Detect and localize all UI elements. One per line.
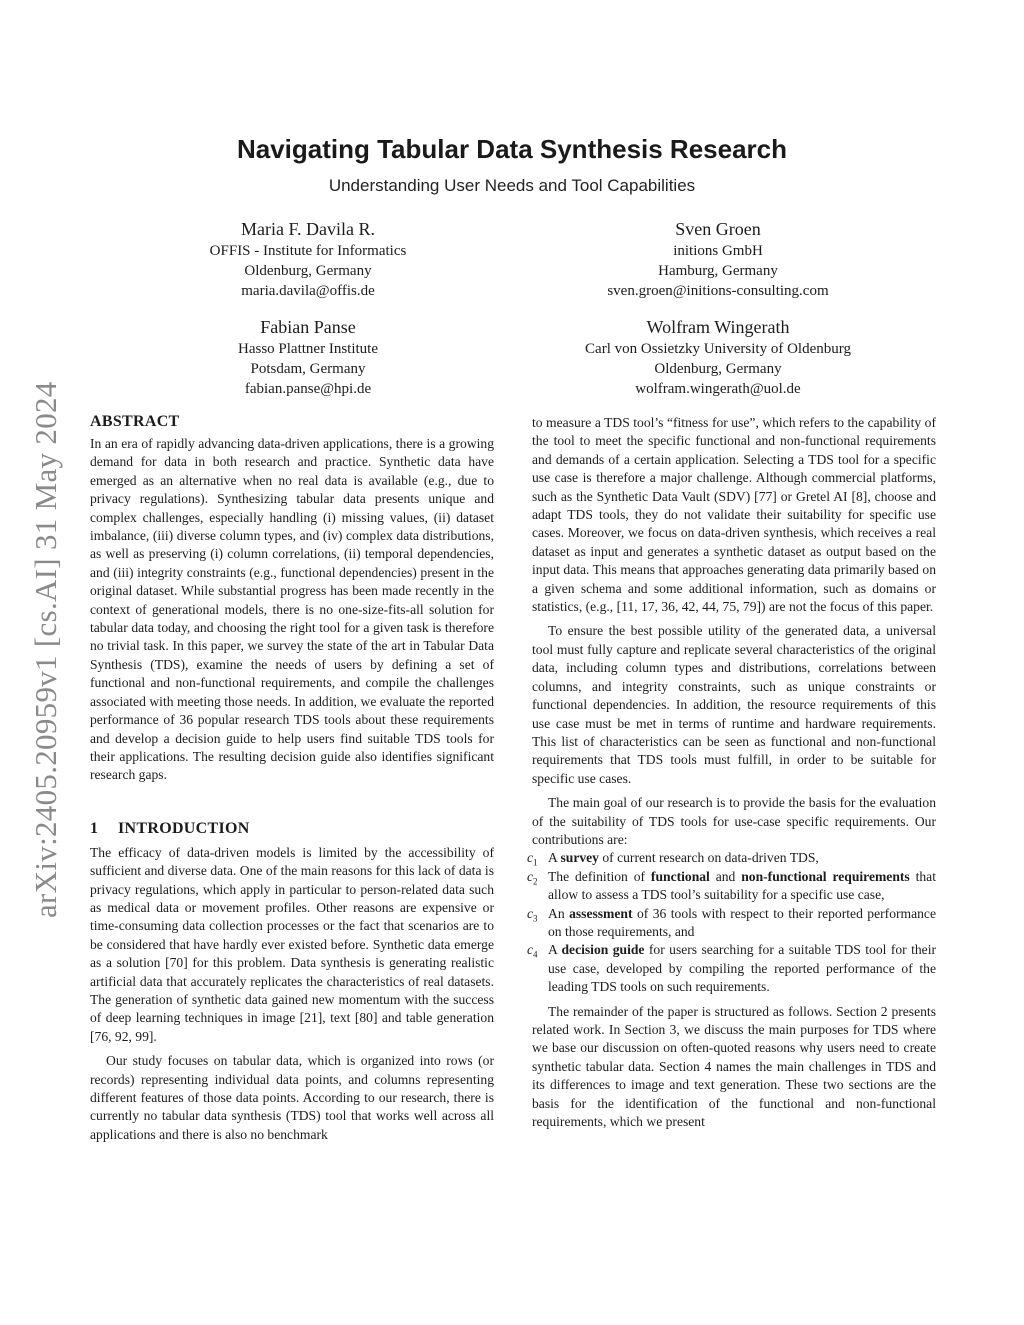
author-block [508, 217, 928, 301]
abstract-heading: ABSTRACT [90, 413, 180, 430]
contribution-item: $c_3$ An assessment of 36 tools with respect to their reported performance on those requirements, and [527, 905, 936, 939]
author-email: maria.davila@offis.de [241, 283, 375, 299]
author-name: Fabian Panse [260, 317, 356, 337]
author-location: Potsdam, Germany [250, 361, 366, 377]
author-name: Wolfram Wingerath [646, 317, 790, 337]
author-name: Sven Groen [675, 219, 761, 239]
author-location: Oldenburg, Germany [244, 263, 372, 279]
author-block [98, 217, 518, 301]
paper-subtitle: Understanding User Needs and Tool Capabilities [328, 176, 696, 195]
paper-title: Navigating Tabular Data Synthesis Research [236, 134, 788, 164]
body-paragraph: The remainder of the paper is structured as follows. Section 2 presents related work. In Section 3, we discuss the main purposes for TDS where we base our discussion on often-quoted reasons why users need to create synthetic tabular data. Section 4 names the main challenges in TDS and its differences to image and text generation. These two sections are the basis for the identification of the functional and non-functional requirements, which we present [532, 1003, 936, 1130]
body-paragraph: to measure a TDS tool’s “fitness for use”, which refers to the capability of the tool to meet the specific functional and non-functional requirements and demands of a certain application. Selecting a TDS tool for a specific use case is therefore a major challenge. Although commercial platforms, such as the Synthetic Data Vault (SDV) [77] or Gretel AI [8], choose and adapt TDS tools, they do not validate their suitability for specific use cases. Moreover, we focus on data-driven synthesis, which receives a real dataset as input and generates a synthetic dataset as output based on the input data. This means that approaches generating data primarily based on a given schema and some additional information, such as domains or statistics, (e.g., [11, 17, 36, 42, 44, 75, 79]) are not the focus of this paper. [532, 415, 936, 615]
intro-paragraph: Our study focuses on tabular data, which is organized into rows (or records) representing individual data points, and columns representing different features of those data points. According to our research, there is currently no tabular data synthesis (TDS) tool that works well across all applications and there is also no benchmark [90, 1053, 494, 1142]
contribution-marker: $c_3$ [527, 905, 538, 924]
section-number: 1 [90, 819, 99, 837]
author-email: sven.groen@initions-consulting.com [607, 283, 829, 299]
introduction-heading [90, 818, 494, 840]
author-location: Hamburg, Germany [658, 263, 778, 279]
contribution-item: $c_1$ A survey of current research on data-driven TDS, [532, 849, 936, 867]
contribution-marker: $c_4$ [527, 942, 538, 961]
author-block [508, 315, 928, 399]
author-affiliation: Carl von Ossietzky University of Oldenburg [585, 341, 851, 357]
contribution-item: $c_4$ A decision guide for users searching for a suitable TDS tool for their use case, developed by compiling the reported performance of the leading TDS tools on such requirements. [527, 942, 936, 995]
right-column [527, 414, 936, 1131]
author-location: Oldenburg, Germany [654, 361, 782, 377]
arxiv-stamp: arXiv:2405.20959v1 [cs.AI] 31 May 2024 [28, 381, 63, 919]
author-email: wolfram.wingerath@uol.de [635, 381, 801, 397]
body-paragraph: The main goal of our research is to provide the basis for the evaluation of the suitability of TDS tools for use-case specific requirements. Our contributions are: [532, 795, 936, 847]
contribution-marker: $c_2$ [527, 868, 538, 887]
intro-paragraph: The efficacy of data-driven models is limited by the accessibility of sufficient and diverse data. One of the main reasons for this lack of data is privacy regulations, which apply in particular to person-related data such as medical data or movement profiles. Other reasons are expensive or time-consuming data collection processes or the fact that scenarios are to be considered that have hardly ever existed before. Synthetic data emerge as a solution [70] for this problem. Data synthesis is generating realistic artificial data that accurately replicates the characteristics of real datasets. The generation of synthetic data gained new momentum with the success of deep learning techniques in image [21], text [80] and table generation [76, 92, 99]. [90, 844, 494, 1044]
contribution-item: $c_2$ The definition of functional and non-functional requirements that allow to assess a TDS tool’s suitability for a specific use case, [527, 868, 936, 903]
left-column [90, 411, 494, 1144]
author-affiliation: Hasso Plattner Institute [238, 341, 378, 357]
author-block [98, 315, 518, 399]
author-affiliation: OFFIS - Institute for Informatics [209, 243, 407, 259]
author-affiliation: initions GmbH [673, 243, 763, 259]
contribution-marker: $c_1$ [527, 850, 538, 869]
section-title: INTRODUCTION [118, 819, 250, 837]
author-email: fabian.panse@hpi.de [244, 381, 372, 397]
abstract-text: In an era of rapidly advancing data-driven applications, there is a growing demand for data in both research and practice. Synthetic data have emerged as an alternative when no real data is available (e.g., due to privacy regulations). Synthesizing tabular data presents unique and complex challenges, especially handling (i) missing values, (ii) dataset imbalance, (iii) diverse column types, and (iv) complex data distributions, as well as preserving (i) column correlations, (ii) temporal dependencies, and (iii) integrity constraints (e.g., functional dependencies) present in the original dataset. While substantial progress has been made recently in the context of generational models, there is no one-size-fits-all solution for tabular data today, and choosing the right tool for a given task is therefore no trivial task. In this paper, we survey the state of the art in Tabular Data Synthesis (TDS), examine the needs of users by defining a set of functional and non-functional requirements, and compile the challenges associated with meeting those needs. In addition, we evaluate the reported performance of 36 popular research TDS tools about these requirements and develop a decision guide to help users find suitable TDS tools for their applications. The resulting decision guide also identifies significant research gaps. [90, 436, 494, 783]
author-name: Maria F. Davila R. [240, 219, 376, 239]
body-paragraph: To ensure the best possible utility of the generated data, a universal tool must fully capture and replicate several characteristics of the original data, including column types and distributions, correlations between columns, and integrity constraints, such as unique constraints or functional dependencies. In addition, the resource requirements of this use case must be met in terms of runtime and hardware requirements. This list of characteristics can be seen as functional and non-functional requirements that TDS tools must fulfill, in order to be suitable for specific use cases. [532, 623, 936, 786]
